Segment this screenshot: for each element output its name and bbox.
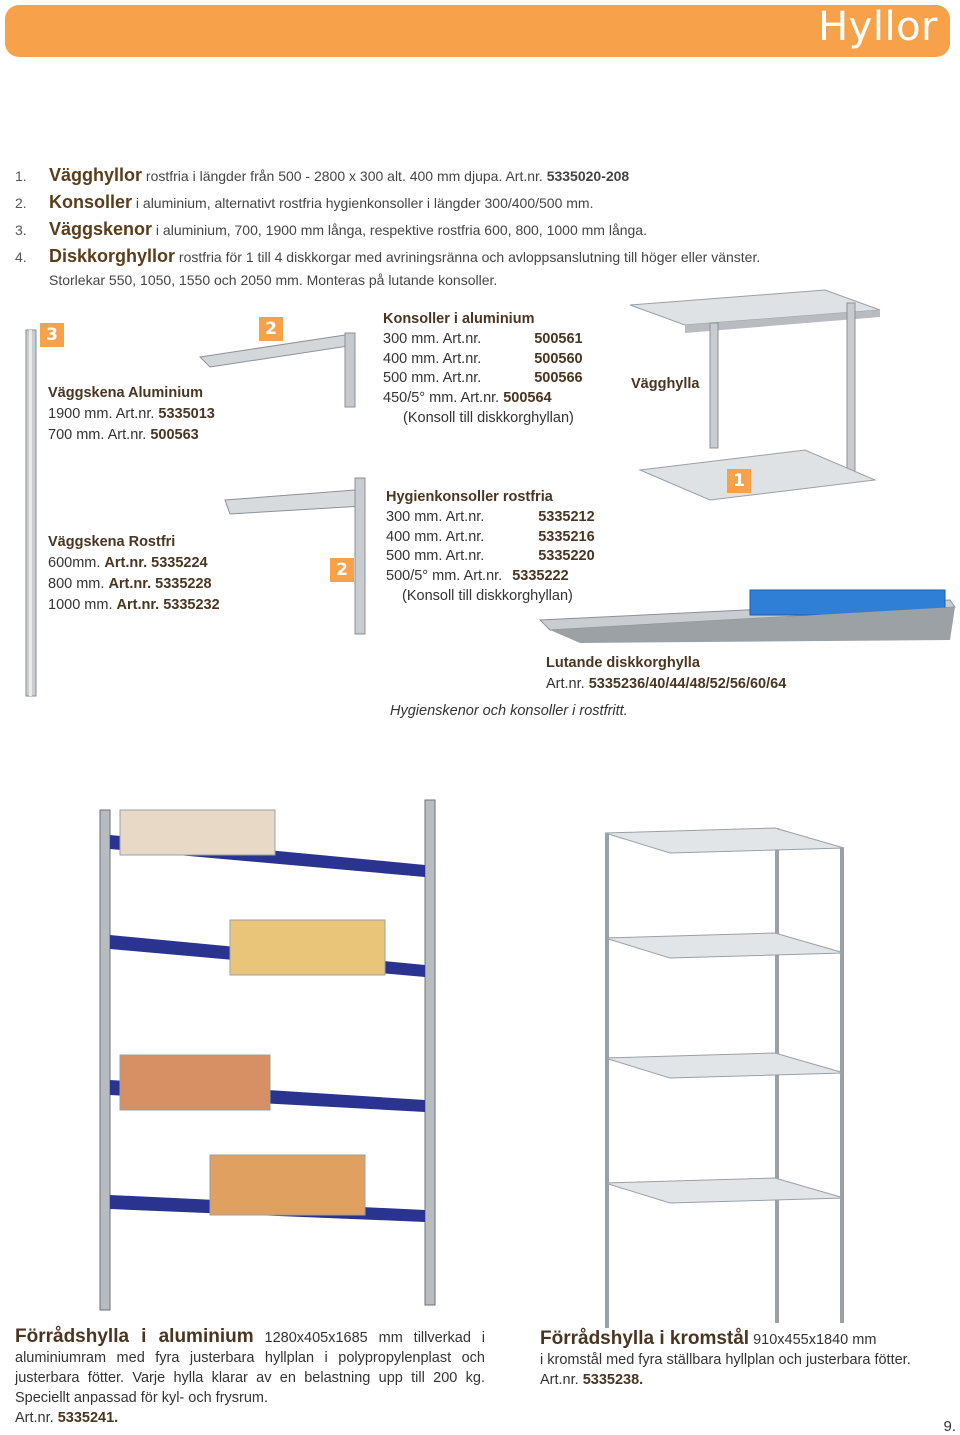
art-prefix: Art.nr. [540,1372,583,1388]
badge-3: 3 [40,323,64,347]
table-row [383,330,583,350]
list-term: Konsoller [49,192,133,212]
table-row [386,508,595,528]
lutande-title: Lutande diskkorghylla [546,655,700,671]
list-term: Väggskenor [49,219,153,239]
art-prefix: Art.nr. [15,1410,58,1426]
forradshylla-aluminium-title: Förrådshylla i aluminium [15,1326,254,1347]
row-label: 1900 mm. Art.nr. [48,406,159,422]
list-text: i aluminium, 700, 1900 mm långa, respektive rostfria 600, 800, 1000 mm långa. [152,222,647,238]
row-label: 400 mm. Art.nr. [386,528,485,545]
row-value: 500564 [503,389,552,406]
hygien-caption: Hygienskenor och konsoller i rostfritt. [390,703,628,719]
row-label: 300 mm. Art.nr. [383,331,482,347]
table-row [386,567,595,587]
forradshylla-aluminium-desc: 1280x405x1685 mm tillverkad i aluminiumram med fyra justerbara hyllplan i polypropylenplast och justerbara fötter. Varje hylla klarar av en belastning upp till 200 kg. Speciellt anpassad för kyl- och frysrum. [15,1330,485,1406]
header-bar [5,5,950,57]
lutande-prefix: Art.nr. [546,676,589,692]
list-text: i aluminium, alternativt rostfria hygienkonsoller i längder 300/400/500 mm. [132,195,594,211]
list-text: rostfria i längder från 500 - 2800 x 300 alt. 400 mm djupa. Art.nr. [142,168,547,184]
row-value: 5335220 [538,548,595,564]
list-item [15,165,629,186]
lutande [546,653,786,695]
stainless-bracket-image [225,478,380,636]
badge-1: 1 [727,469,751,493]
table-row [383,369,583,389]
row-artnr: Art.nr. [108,576,152,592]
hygienkonsoller-note: (Konsoll till diskkorghyllan) [402,588,573,604]
vaggskena-aluminium [48,383,215,446]
forradshylla-kromstal-desc: i kromstål med fyra ställbara hyllplan och justerbara fötter. [540,1352,911,1368]
page-title: Hyllor [818,4,938,50]
row-label: 800 mm. [48,576,109,592]
badge-2: 2 [259,317,283,341]
list-term: Diskkorghyllor [49,246,176,266]
row-value: 5335228 [151,576,212,592]
vagghylla-text: Vägghylla [631,376,700,392]
basket-shelf-image [540,585,960,645]
list-number: 1. [15,168,27,184]
vaggskena-rostfri [48,532,220,616]
row-value: 500560 [534,350,583,367]
konsoller-note: (Konsoll till diskkorghyllan) [403,410,574,426]
row-label: 450/5° mm. Art.nr. [383,389,500,406]
art-number: 5335241. [57,1410,119,1426]
forradshylla-kromstal [540,1329,950,1390]
art-number: 5335238. [582,1372,644,1388]
chrome-shelf-image [600,828,850,1328]
list-number: 4. [15,249,27,265]
row-artnr: Art.nr. [116,597,160,613]
row-value: 5335232 [159,597,220,613]
aluminium-shelf-image [95,795,445,1315]
row-label: 300 mm. Art.nr. [386,509,485,525]
wall-rail-image [22,330,42,698]
list-number: 2. [15,195,27,211]
row-label: 500/5° mm. Art.nr. [386,567,503,584]
konsoller-aluminium [383,309,583,429]
table-row [383,389,583,409]
list-item [15,192,593,213]
row-value: 500561 [534,331,583,347]
list-number: 3. [15,222,27,238]
badge-2: 2 [330,558,354,582]
forradshylla-kromstal-title: Förrådshylla i kromstål [540,1328,750,1349]
konsoller-table [383,330,583,408]
row-value: 5335212 [538,509,595,525]
row-label: 500 mm. Art.nr. [383,370,482,386]
row-label: 500 mm. Art.nr. [386,548,485,564]
row-label: 1000 mm. [48,597,117,613]
row-label: 700 mm. Art.nr. [48,427,151,443]
list-item [15,219,647,240]
page-number: 9. [943,1418,956,1435]
vaggskena-rostfri-title: Väggskena Rostfri [48,534,176,550]
row-value: 5335224 [147,555,208,571]
row-value: 500566 [534,370,583,386]
hygienkonsoller-title: Hygienkonsoller rostfria [386,489,553,505]
row-label: 400 mm. Art.nr. [383,350,482,367]
row-value: 5335013 [158,406,215,422]
list-artnr: 5335020-208 [546,168,630,184]
list-text: rostfria för 1 till 4 diskkorgar med avriningsränna och avloppsanslutning till höger eller vänster. [175,249,761,265]
table-row [383,350,583,370]
vaggskena-aluminium-title: Väggskena Aluminium [48,385,203,401]
hygienkonsoller-table [386,508,595,586]
vagghylla-label [631,374,700,395]
forradshylla-aluminium [15,1327,485,1428]
forradshylla-kromstal-dims: 910x455x1840 mm [749,1332,877,1348]
row-value: 5335222 [512,567,569,584]
row-value: 5335216 [538,528,595,545]
list-term: Vägghyllor [49,165,143,185]
table-row [386,528,595,548]
row-label: 600mm. [48,555,105,571]
table-row [386,547,595,567]
lutande-artnr: 5335236/40/44/48/52/56/60/64 [588,676,787,692]
wall-shelf-image [625,285,890,505]
aluminium-bracket-image [195,315,375,410]
list-item-continuation: Storlekar 550, 1050, 1550 och 2050 mm. Monteras på lutande konsoller. [49,272,498,288]
konsoller-title: Konsoller i aluminium [383,311,535,327]
list-item [15,246,760,267]
row-value: 500563 [150,427,199,443]
row-artnr: Art.nr. [104,555,148,571]
